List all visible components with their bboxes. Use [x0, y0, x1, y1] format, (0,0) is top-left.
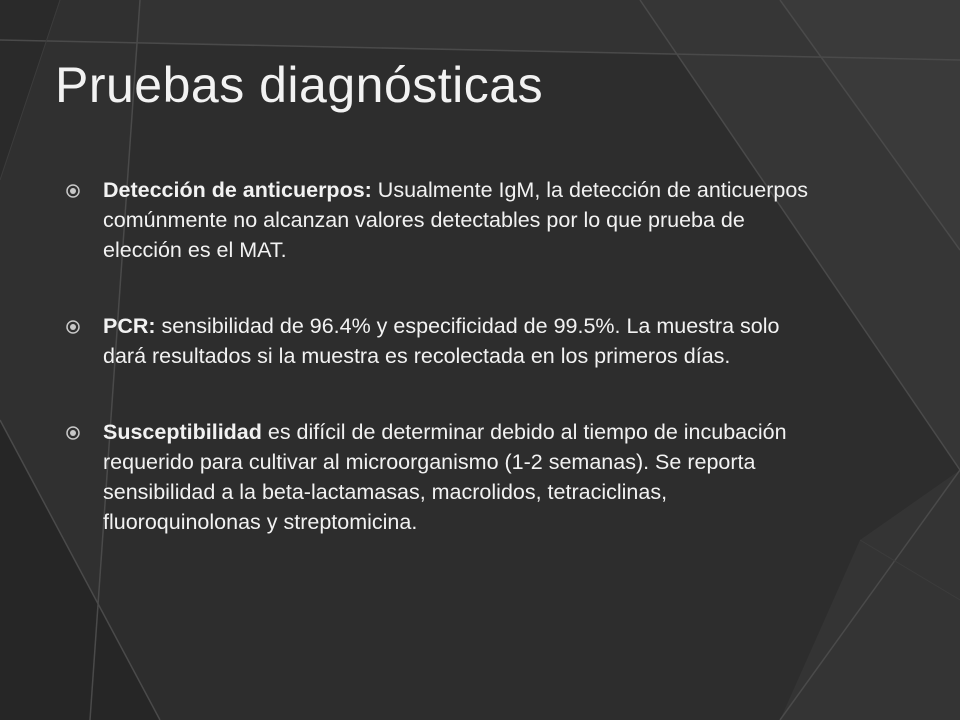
bullet-text: Usualmente IgM, la detección de anticuerpos comúnmente no alcanzan valores detectables por lo que prueba de elección es el MAT.	[103, 178, 809, 262]
bullet-list	[66, 175, 816, 583]
bullet-item	[66, 175, 816, 265]
bullet-text: es difícil de determinar debido al tiempo de incubación requerido para cultivar al microorganismo (1-2 semanas). Se reporta sensibilidad a la beta-lactamasas, macrolidos, tetraciclinas, fluoroquinolonas y streptomicina.	[103, 420, 787, 534]
bullet-term: Susceptibilidad	[103, 420, 262, 444]
bullet-item	[66, 417, 816, 537]
bullet-text: sensibilidad de 96.4% y especificidad de 99.5%. La muestra solo dará resultados si la muestra es recolectada en los primeros días.	[103, 314, 780, 368]
circle-bullet-icon	[66, 320, 80, 334]
slide-title: Pruebas diagnósticas	[55, 57, 544, 113]
circle-bullet-icon	[66, 184, 80, 198]
circle-bullet-icon	[66, 426, 80, 440]
bullet-term: PCR:	[103, 314, 156, 338]
bullet-item	[66, 311, 816, 371]
bullet-term: Detección de anticuerpos:	[103, 178, 372, 202]
